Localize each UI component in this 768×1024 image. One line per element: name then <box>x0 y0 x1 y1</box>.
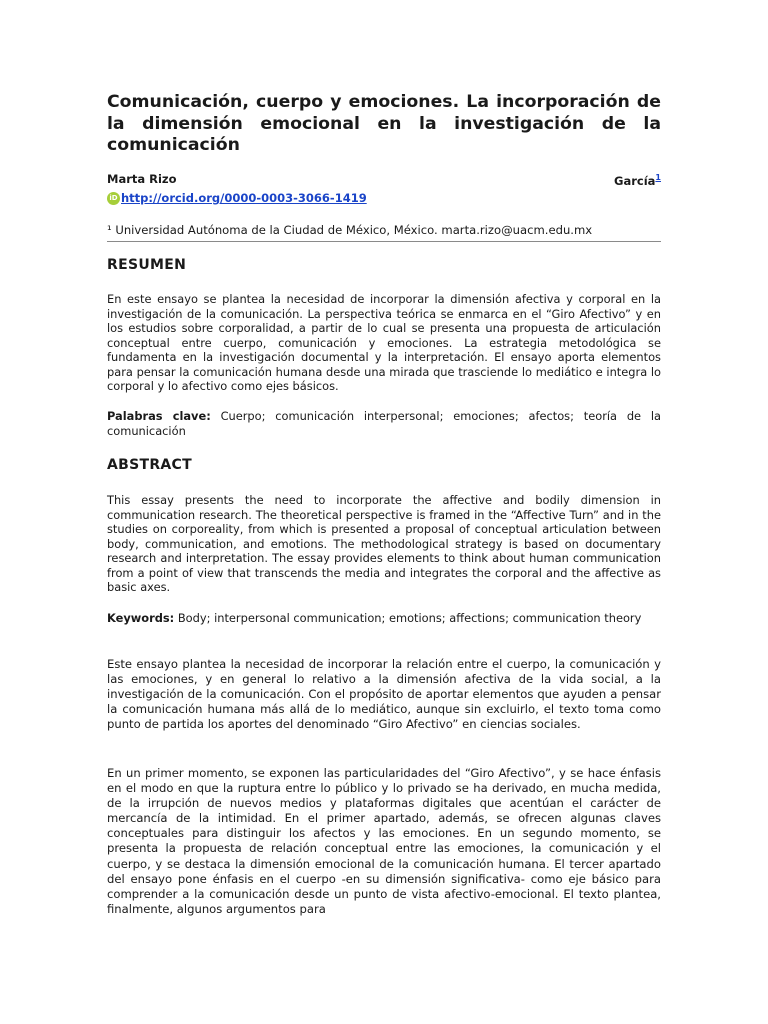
orcid-icon: iD <box>107 192 120 205</box>
keywords-en: Body; interpersonal communication; emotions; affections; communication theory <box>177 611 642 625</box>
footnote-ref <box>655 172 661 183</box>
abstract-keywords <box>107 611 661 626</box>
author-surname: García <box>614 173 656 188</box>
affiliation: ¹ Universidad Autónoma de la Ciudad de México, México. marta.rizo@uacm.edu.mx <box>107 222 661 242</box>
author-line <box>107 172 661 188</box>
footnote-link[interactable]: 1 <box>655 173 661 182</box>
resumen-heading: RESUMEN <box>107 257 187 273</box>
resumen-text: En este ensayo se plantea la necesidad de incorporar la dimensión afectiva y corporal en la investigación de la comunicación. La perspectiva teórica se enmarca en el “Giro Afectivo” y en los estudios sobre corporalidad, a partir de lo cual se presenta una propuesta de articulación conceptual entre cuerpo, comunicación y emociones. La estrategia metodológica se fundamenta en la investigación documental y la interpretación. El ensayo aporta elementos para pensar la comunicación humana desde una mirada que trasciende lo mediático e integra lo corporal y lo afectivo como ejes básicos. <box>107 292 661 393</box>
keywords-label-en: Keywords: <box>107 611 175 625</box>
article-title: Comunicación, cuerpo y emociones. La incorporación de la dimensión emocional en la investigación de la comunicación <box>107 92 661 155</box>
abstract-text: This essay presents the need to incorporate the affective and bodily dimension in communication research. The theoretical perspective is framed in the “Affective Turn” and in the studies on corporeality, from which is presented a proposal of conceptual articulation between body, communication, and emotions. The methodological strategy is based on documentary research and interpretation. The essay provides elements to think about human communication from a point of view that transcends the media and integrates the corporal and the affective as basic axes. <box>107 493 661 594</box>
author-surname-block <box>614 172 661 188</box>
orcid-link[interactable]: http://orcid.org/0000-0003-3066-1419 <box>121 191 367 205</box>
author-given-name: Marta Rizo <box>107 172 177 186</box>
orcid-line <box>107 189 661 207</box>
body-paragraph-2: En un primer momento, se exponen las particularidades del “Giro Afectivo”, y se hace énfasis en el modo en que la ruptura entre lo público y lo privado se ha derivado, en mucha medida, de la irrupción de nuevos medios y plataformas digitales que acentúan el carácter de mercancía de la intimidad. En el primer apartado, además, se ofrecen algunas claves conceptuales para distinguir los afectos y las emociones. En un segundo momento, se presenta la propuesta de relación conceptual entre las emociones, la comunicación y el cuerpo, y se destaca la dimensión emocional de la comunicación humana. El tercer apartado del ensayo pone énfasis en el cuerpo -en su dimensión significativa- como eje básico para comprender a la comunicación desde un punto de vista afectivo-emocional. El texto plantea, finalmente, algunos argumentos para <box>107 766 661 916</box>
resumen-keywords <box>107 409 661 438</box>
keywords-label-es: Palabras clave: <box>107 409 211 423</box>
body-paragraph-1: Este ensayo plantea la necesidad de incorporar la relación entre el cuerpo, la comunicación y las emociones, y en general lo relativo a la dimensión afectiva de la vida social, a la investigación de la comunicación. Con el propósito de aportar elementos que ayuden a pensar la comunicación humana más allá de lo mediático, aunque sin excluirlo, el texto toma como punto de partida los aportes del denominado “Giro Afectivo” en ciencias sociales. <box>107 657 661 732</box>
abstract-heading: ABSTRACT <box>107 457 192 473</box>
keywords-es: Cuerpo; comunicación interpersonal; emociones; afectos; teoría de la comunicación <box>107 409 661 438</box>
